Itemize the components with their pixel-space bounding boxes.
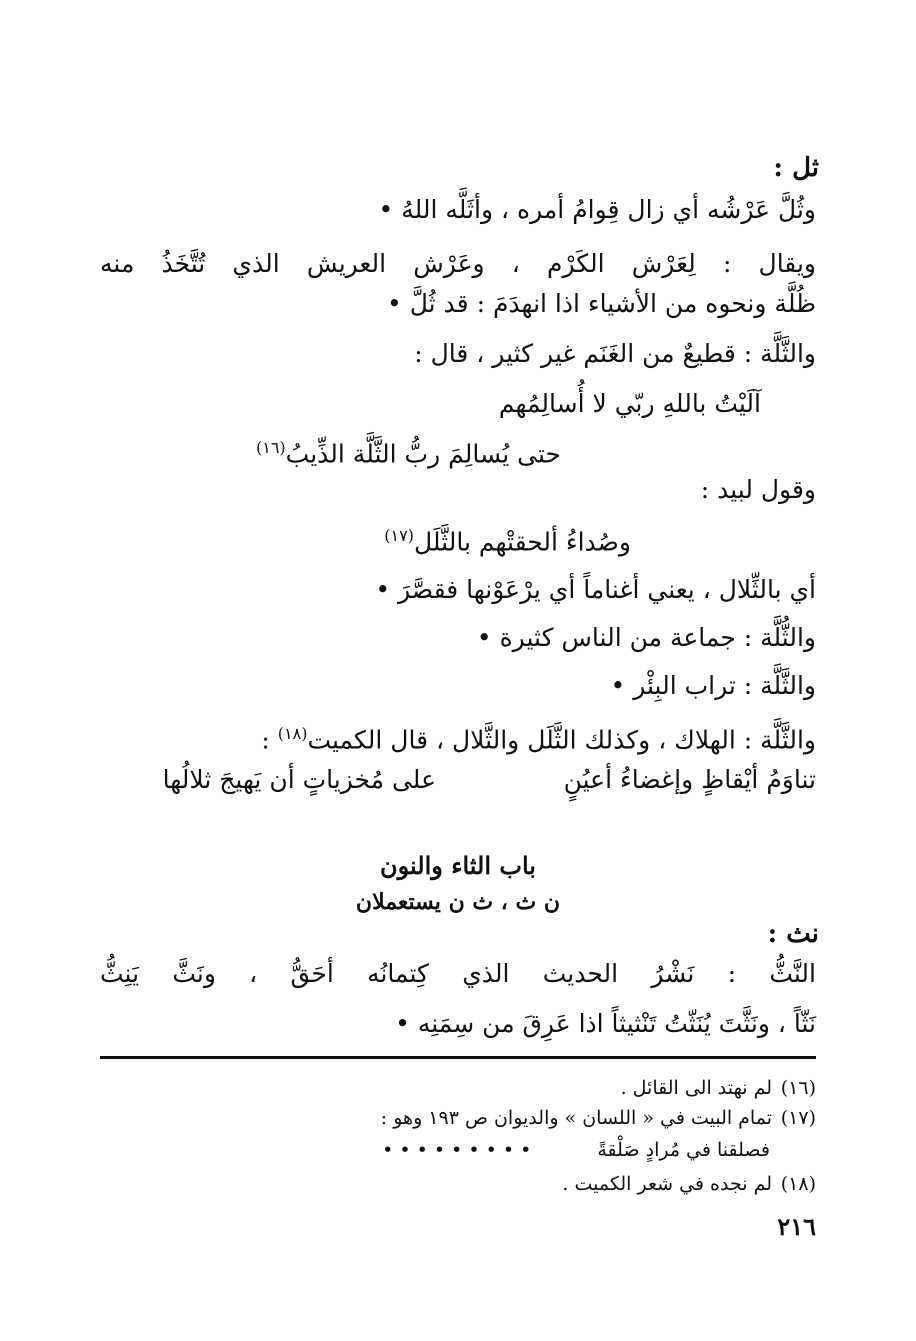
footnote (100, 1104, 816, 1132)
section-subtitle: ن ث ، ث ن يستعملان (355, 889, 561, 915)
footnote-divider (100, 1056, 816, 1059)
text-segment: : (261, 725, 278, 755)
text-segment: والثَّلَّة : الهلاك ، وكذلك الثَّلَل والثَّلال ، قال الكميت (307, 725, 816, 755)
text-line: والثُّلَّة : جماعة من الناس كثيرة • (476, 623, 816, 652)
footnote-number: (١٧) (780, 1107, 816, 1129)
page-number: ٢١٦ (777, 1212, 816, 1241)
footnote-marker: (١٦) (255, 438, 286, 457)
text-line: نَثّاً ، ونَثَّتَ يُنَثّتُ تَنْثيثاً اذا عَرِقَ من سِمَنِه • (395, 1009, 816, 1038)
footnote-text: لم نجده في شعر الكميت . (562, 1173, 772, 1195)
text-line (100, 714, 816, 754)
text-line: وقول لبيد : (700, 475, 816, 504)
verse-line: آلَيْتُ باللهِ ربّي لا أُسالِمُهم (498, 389, 761, 418)
text-line: وثُلَّ عَرْشُه أي زال قِوامُ أمره ، وأثَلَّه اللهُ • (378, 195, 816, 224)
verse-line (161, 428, 561, 468)
footnote-verse (100, 1136, 770, 1164)
footnote-text: لم نهتد الى القائل . (620, 1077, 772, 1099)
footnote-marker: (١٧) (384, 526, 414, 545)
footnote-number: (١٨) (780, 1173, 816, 1195)
footnote (100, 1170, 816, 1198)
footnote-text: فصلقنا في مُرادٍ صَلْقةً (597, 1139, 770, 1161)
verse-text: وصُداءُ ألحقتْهم بالثَّلَل (413, 527, 631, 557)
entry-heading-thal: ثل : (773, 153, 819, 183)
footnote (100, 1074, 816, 1102)
entry-heading-nath: نث : (767, 919, 819, 949)
text-line: ظُلَّة ونحوه من الأشياء اذا انهدَمَ : قد ثُلَّ • (387, 289, 816, 318)
verse-line (231, 516, 631, 556)
text-line: والثَّلَّة : تراب البِئْر • (610, 671, 816, 700)
text-line: أي بالثِّلال ، يعني أغناماً أي يرْعَوْنها فقصَّرَ • (375, 575, 816, 604)
footnote-text: تمام البيت في « اللسان » والديوان ص ١٩٣ وهو : (380, 1107, 772, 1129)
text-line: والثَّلَّة : قطيعٌ من الغَنَم غير كثير ، قال : (414, 339, 816, 368)
section-title: باب الثاء والنون (380, 851, 536, 880)
verse-hemistich-second: على مُخزياتٍ أن يَهيجَ ثلالُها (162, 765, 436, 794)
footnote-ellipsis: • • • • • • • • • (382, 1139, 532, 1161)
footnote-number: (١٦) (780, 1077, 816, 1099)
verse-text: حتى يُسالِمَ ربُّ الثَّلَّة الذِّيبُ (285, 439, 561, 469)
text-line: النَّثُّ : نَشْرُ الحديث الذي كِتمانُه أحَقُّ ، ونَثَّ يَنِثُّ (100, 959, 816, 988)
footnote-marker: (١٨) (277, 724, 308, 743)
verse-hemistich-first: تناوَمُ أيْقاظٍ وإغضاءُ أعيُنٍ (563, 765, 816, 794)
text-line: ويقال : لِعَرْش الكَرْم ، وعَرْش العريش الذي تُتَّخَذُ منه (100, 249, 816, 278)
